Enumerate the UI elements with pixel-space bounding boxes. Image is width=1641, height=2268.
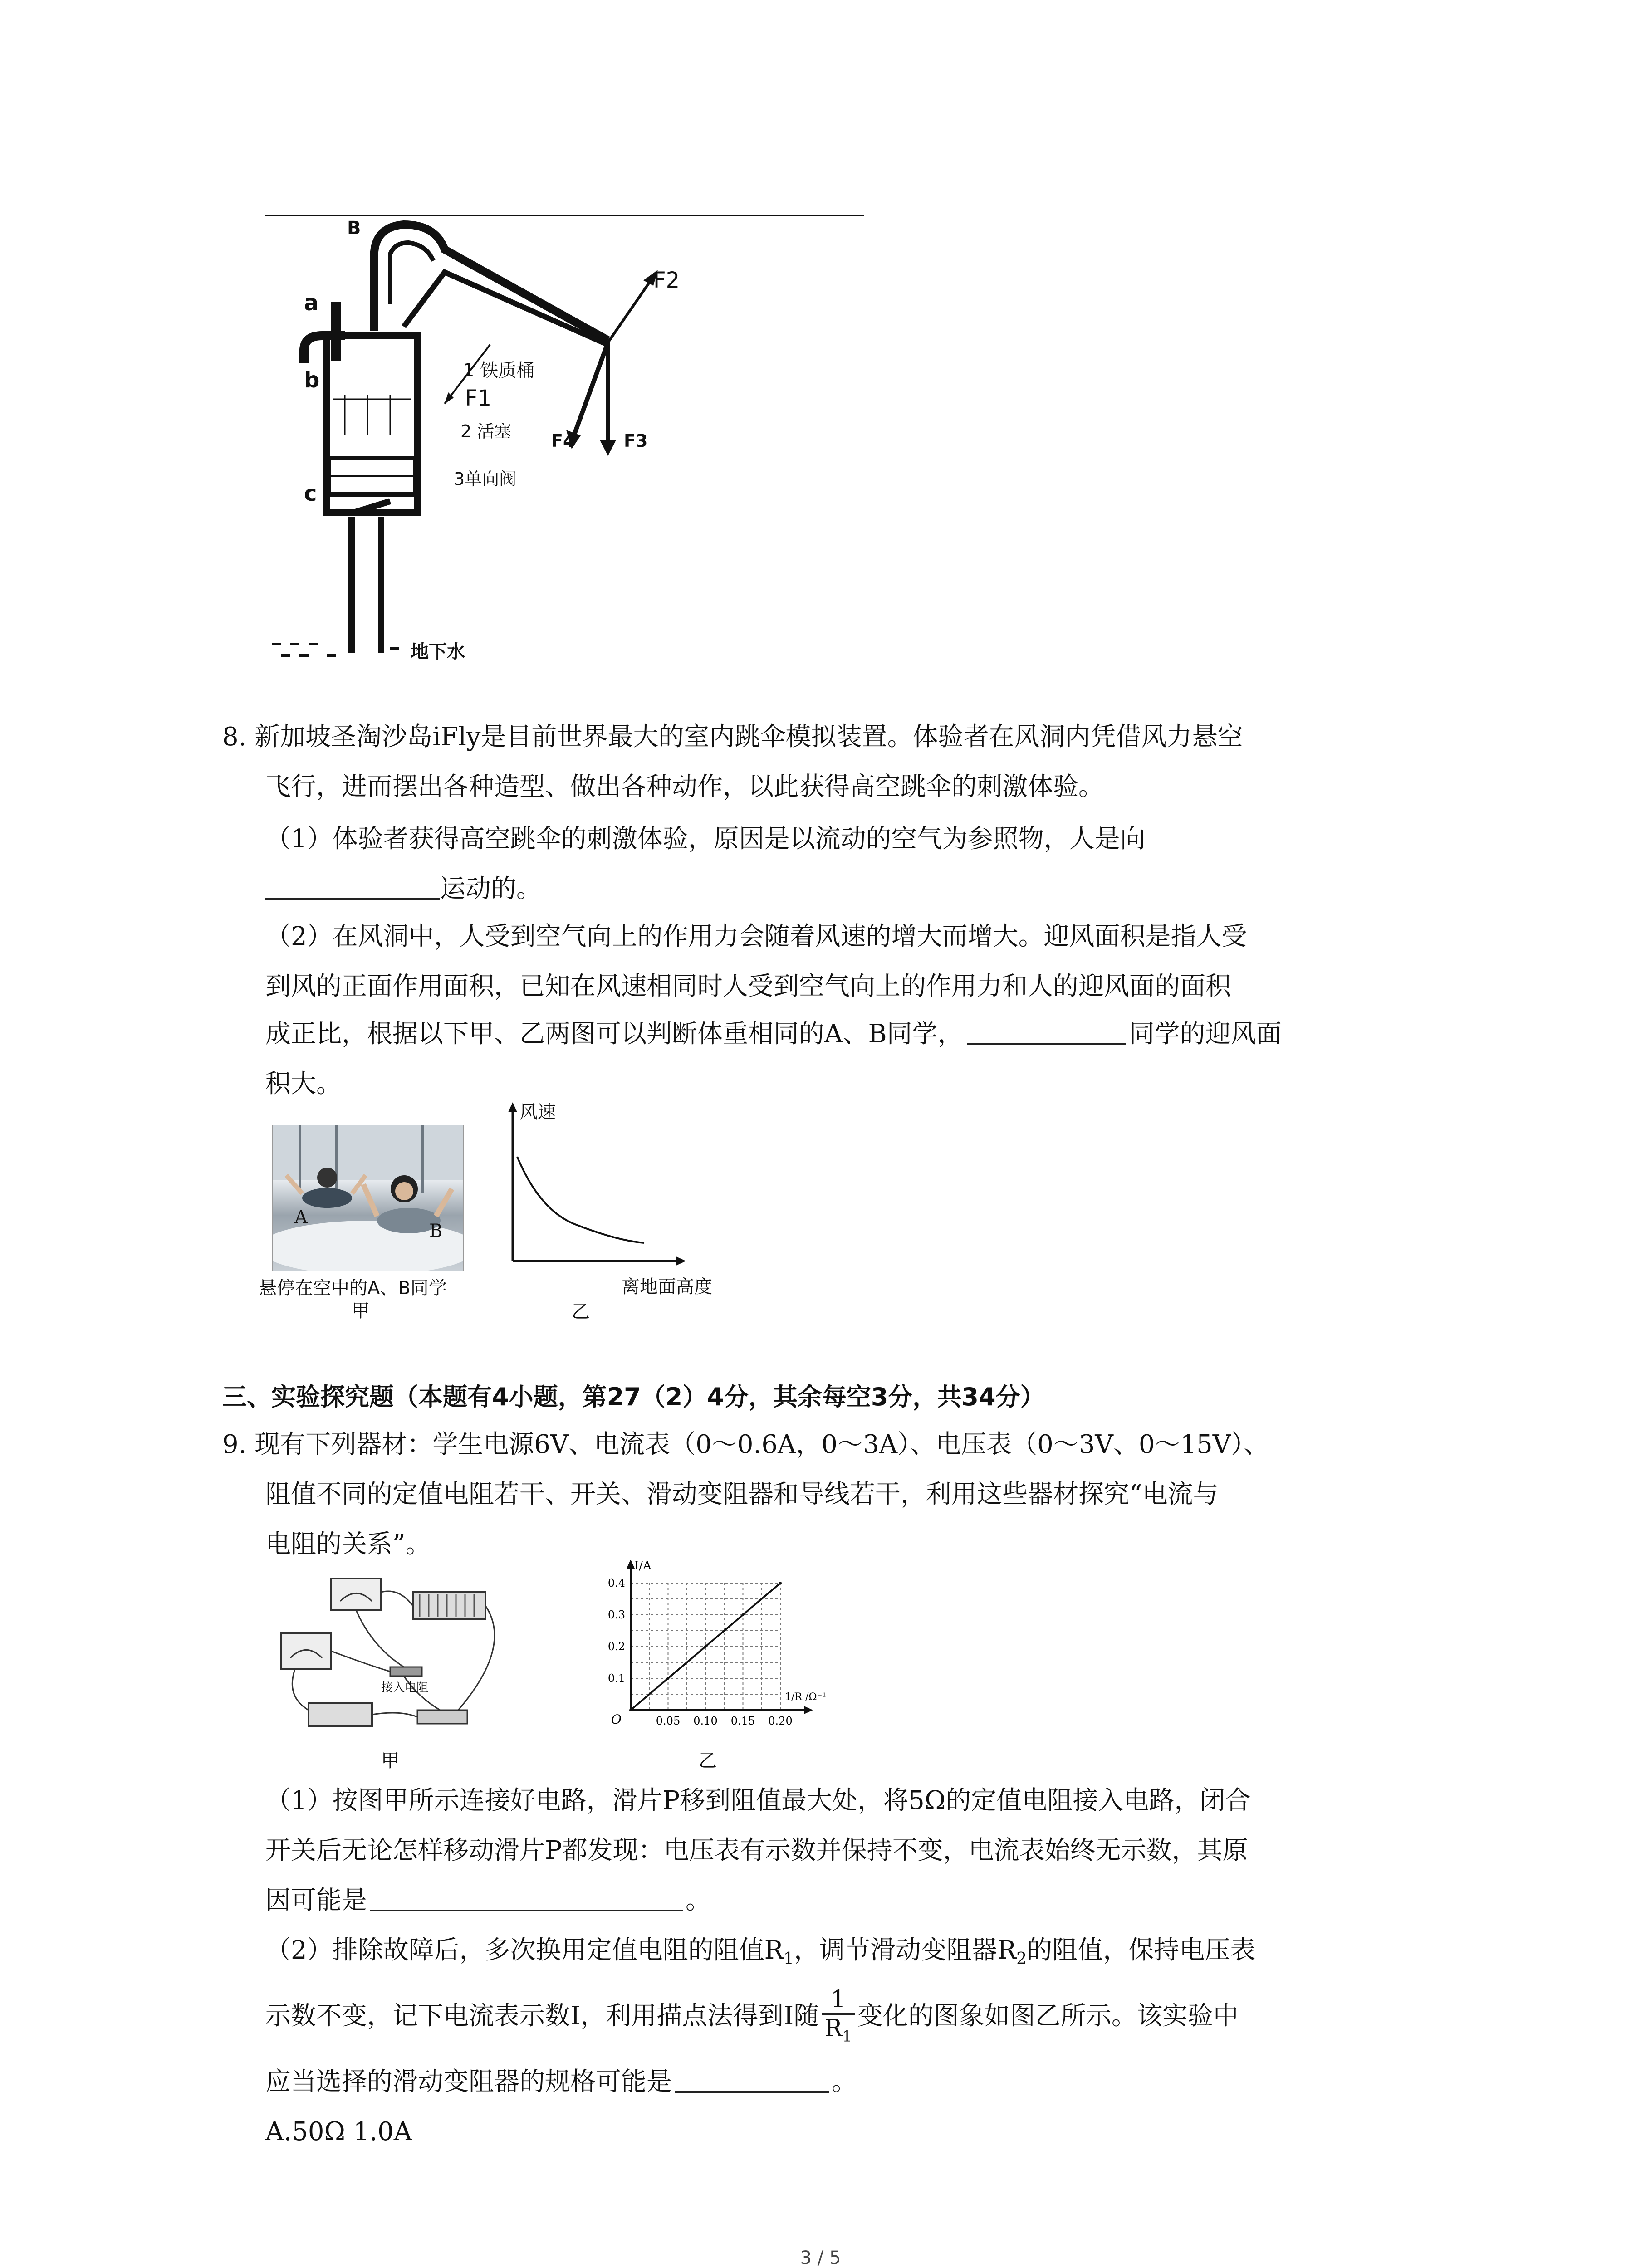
origin-label: O bbox=[611, 1712, 622, 1727]
x-tick-label: 0.15 bbox=[730, 1715, 755, 1727]
x-tick-label: 0.10 bbox=[693, 1715, 718, 1727]
q9-sub2-line1-sub2: 2 bbox=[1016, 1949, 1027, 1969]
data-point bbox=[667, 1677, 670, 1680]
pump-figure bbox=[254, 200, 889, 685]
y-tick-label: 0.3 bbox=[607, 1608, 625, 1621]
label-part1: 1 铁质桶 bbox=[463, 360, 535, 381]
q8-line6: 到风的正面作用面积，已知在风速相同时人受到空气向上的作用力和人的迎风面的面积 bbox=[265, 972, 1231, 1001]
q8-answer-blank-2[interactable] bbox=[967, 1020, 1126, 1045]
q8-line5: （2）在风洞中，人受到空气向上的作用力会随着风速的增大而增大。迎风面积是指人受 bbox=[265, 922, 1247, 951]
q9-sub1-line2: 开关后无论怎样移动滑片P都发现：电压表有示数并保持不变，电流表始终无示数，其原 bbox=[265, 1836, 1248, 1865]
q9-line1: 9. 现有下列器材：学生电源6V、电流表（0～0.6A，0～3A）、电压表（0～3V、0～15V）、 bbox=[222, 1430, 1269, 1459]
q8-line8: 积大。 bbox=[265, 1069, 342, 1099]
label-groundwater: 地下水 bbox=[411, 641, 465, 662]
q9-sub2-line1 bbox=[265, 1935, 1255, 1975]
y-tick-label: 0.2 bbox=[607, 1640, 625, 1653]
q9-answer-blank-1[interactable] bbox=[370, 1886, 683, 1911]
q9-sub2-line1-c: 的阻值，保持电压表 bbox=[1027, 1936, 1256, 1965]
wind-speed-graph bbox=[499, 1098, 753, 1325]
data-point bbox=[629, 1709, 632, 1711]
q8-line3: （1）体验者获得高空跳伞的刺激体验，原因是以流动的空气为参照物，人是向 bbox=[265, 824, 1146, 854]
label-part2: 2 活塞 bbox=[460, 421, 512, 441]
fraction-den-sub: 1 bbox=[842, 2027, 852, 2045]
label-b: b bbox=[304, 367, 320, 393]
q8-line7-text-a: 成正比，根据以下甲、乙两图可以判断体重相同的A、B同学， bbox=[265, 1019, 963, 1049]
wind-graph-xlabel: 离地面高度 bbox=[622, 1276, 712, 1297]
circuit-drawing bbox=[268, 1574, 522, 1737]
label-c: c bbox=[304, 481, 317, 506]
question-8 bbox=[222, 721, 1447, 1129]
question-9-parts bbox=[265, 1785, 1490, 2193]
circuit-label: 接入电阻 bbox=[381, 1681, 429, 1695]
q8-line2: 飞行，进而摆出各种造型、做出各种动作，以此获得高空跳伞的刺激体验。 bbox=[265, 772, 1104, 802]
q8-line4-text: 运动的。 bbox=[440, 874, 542, 904]
data-point bbox=[779, 1582, 782, 1584]
q8-line7 bbox=[265, 1018, 1282, 1050]
x-tick-label: 0.20 bbox=[768, 1715, 793, 1727]
q8-line7-text-b: 同学的迎风面 bbox=[1129, 1019, 1282, 1049]
q9-sub1-line3 bbox=[265, 1885, 711, 1916]
q8-answer-blank-1[interactable] bbox=[265, 875, 440, 900]
q9-sub1-line3-text: 因可能是 bbox=[265, 1886, 367, 1915]
skydiving-photo bbox=[272, 1125, 464, 1271]
y-axis-arrow bbox=[627, 1560, 635, 1569]
q9-sub1-line3-end: 。 bbox=[686, 1886, 711, 1915]
q9-option-A[interactable]: A.50Ω 1.0A bbox=[265, 2117, 412, 2146]
page-number: 3 / 5 bbox=[800, 2248, 841, 2268]
label-F3: F3 bbox=[624, 431, 648, 451]
q9-sub2-line2-b: 变化的图象如图乙所示。该实验中 bbox=[857, 2001, 1239, 2031]
data-point bbox=[742, 1613, 745, 1616]
q9-answer-blank-2[interactable] bbox=[675, 2068, 829, 2093]
current-graph bbox=[581, 1560, 835, 1774]
q8-line4 bbox=[265, 873, 542, 905]
data-point bbox=[704, 1645, 707, 1648]
y-axis-label: I/A bbox=[634, 1560, 652, 1573]
fraction-denominator bbox=[822, 2015, 855, 2050]
q9-sub2-line1-sub: 1 bbox=[783, 1949, 794, 1969]
wind-graph-ylabel: 风速 bbox=[519, 1102, 556, 1123]
q9-sub2-line2 bbox=[265, 1984, 1239, 2050]
fraction-1-over-R1 bbox=[822, 1986, 855, 2050]
fraction-den-letter: R bbox=[824, 2014, 843, 2042]
photo-label-A: A bbox=[294, 1207, 308, 1228]
fraction-numerator: 1 bbox=[822, 1986, 855, 2015]
photo-caption-2: 甲 bbox=[352, 1300, 370, 1321]
label-F4: F4 bbox=[551, 431, 575, 451]
current-vs-inverse-resistance-chart bbox=[581, 1560, 835, 1742]
q9-sub2-line3-text: 应当选择的滑动变阻器的规格可能是 bbox=[265, 2067, 672, 2097]
y-tick-label: 0.1 bbox=[607, 1672, 625, 1685]
label-F1: F1 bbox=[465, 386, 492, 411]
label-B: B bbox=[347, 218, 361, 239]
q9-sub2-line3 bbox=[265, 2066, 857, 2098]
q9-line2: 阻值不同的定值电阻若干、开关、滑动变阻器和导线若干，利用这些器材探究“电流与 bbox=[265, 1480, 1219, 1509]
photo-label-B: B bbox=[429, 1221, 443, 1242]
q9-sub2-line2-a: 示数不变，记下电流表示数I，利用描点法得到I随 bbox=[265, 2001, 819, 2031]
photo-caption-1: 悬停在空中的A、B同学 bbox=[259, 1278, 447, 1299]
circuit-figure bbox=[268, 1574, 522, 1774]
label-part3: 3单向阀 bbox=[454, 469, 517, 489]
q9-sub1-line1: （1）按图甲所示连接好电路，滑片P移到阻值最大处，将5Ω的定值电阻接入电路，闭合 bbox=[265, 1786, 1251, 1815]
x-tick-label: 0.05 bbox=[656, 1715, 681, 1727]
x-axis-label: 1/R /Ω⁻¹ bbox=[785, 1691, 827, 1703]
q9-sub2-line3-end: 。 bbox=[832, 2067, 857, 2097]
section-3-title: 三、实验探究题（本题有4小题，第27（2）4分，其余每空3分，共34分） bbox=[222, 1383, 1045, 1411]
q9-sub2-line1-a: （2）排除故障后，多次换用定值电阻的阻值R bbox=[265, 1936, 784, 1965]
label-F2: F2 bbox=[653, 268, 680, 293]
circuit-caption: 甲 bbox=[381, 1750, 399, 1771]
q9-line3: 电阻的关系”。 bbox=[265, 1530, 431, 1559]
x-axis-arrow bbox=[804, 1706, 813, 1714]
q8-line1: 8. 新加坡圣淘沙岛iFly是目前世界最大的室内跳伞模拟装置。体验者在风洞内凭借风力悬空 bbox=[222, 722, 1243, 752]
label-a: a bbox=[304, 290, 319, 316]
current-graph-caption: 乙 bbox=[699, 1750, 717, 1771]
wind-graph-caption: 乙 bbox=[572, 1301, 590, 1322]
q9-sub2-line1-b: ，调节滑动变阻器R bbox=[794, 1936, 1017, 1965]
y-tick-label: 0.4 bbox=[607, 1577, 625, 1589]
photo-figures bbox=[273, 1125, 463, 1271]
